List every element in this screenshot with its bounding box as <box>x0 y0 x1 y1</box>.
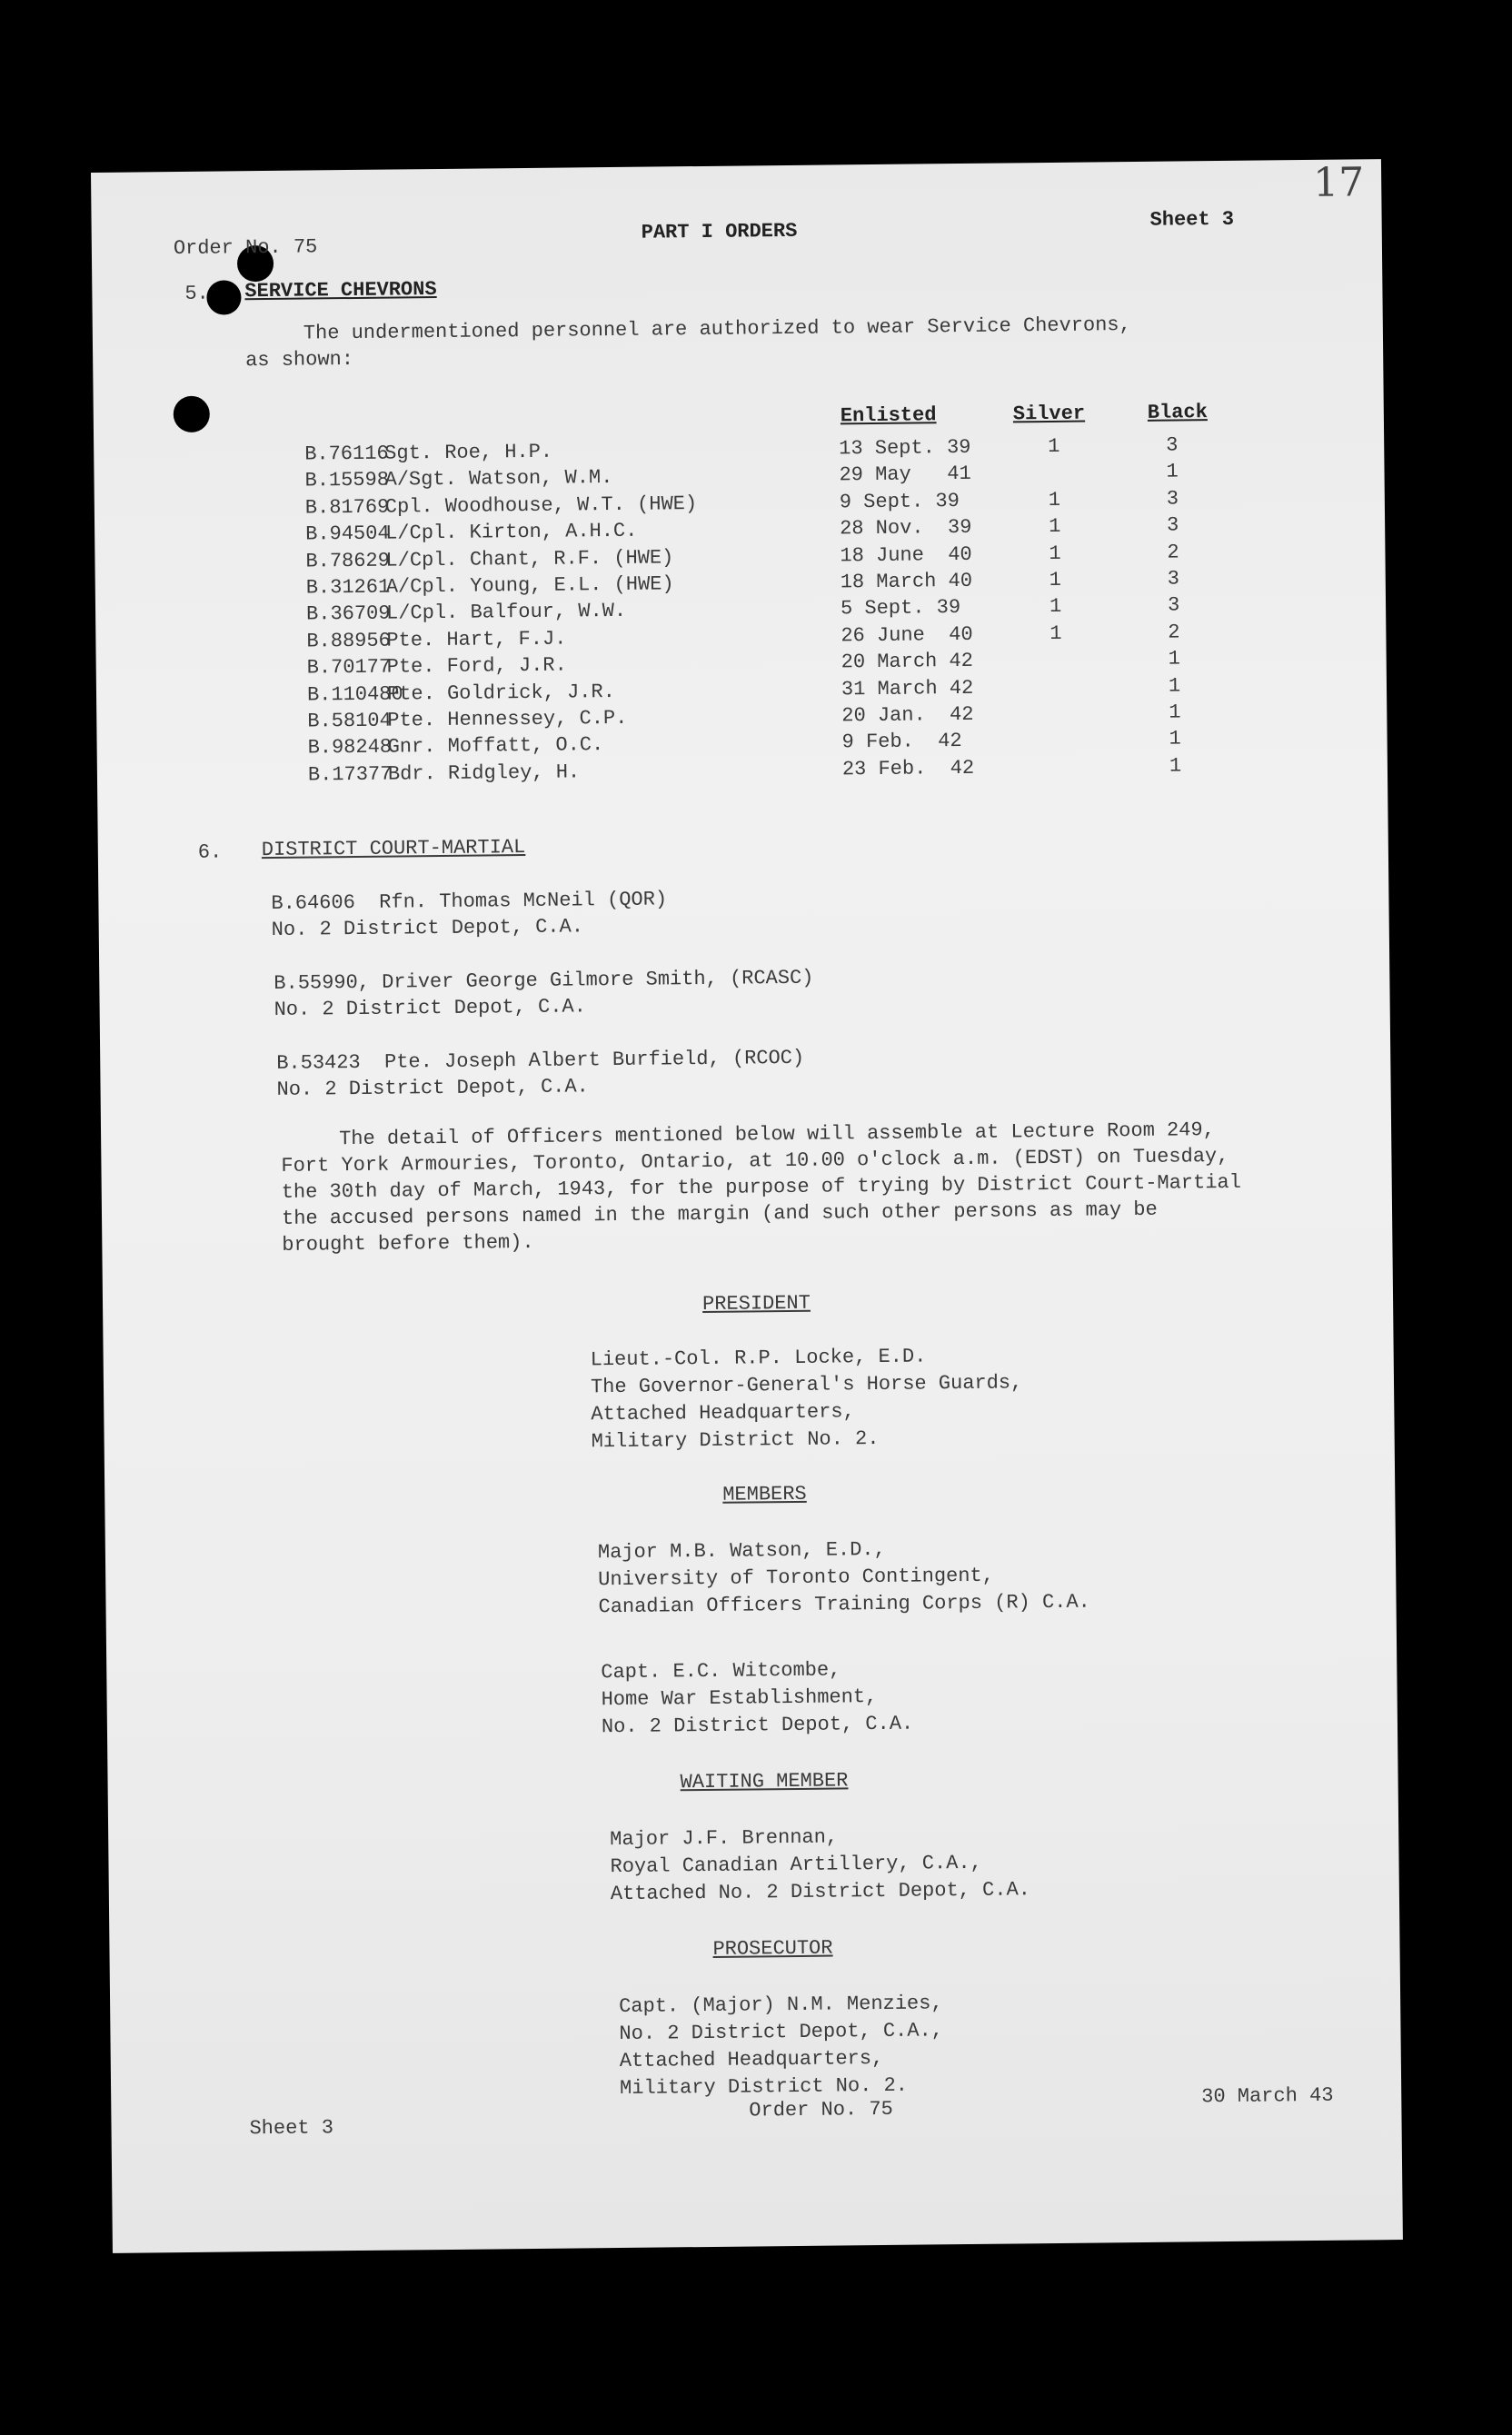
member-2-line: Capt. E.C. Witcombe, <box>601 1658 841 1685</box>
corner-mark: 17 <box>1312 159 1365 206</box>
service-number: B.88956 <box>306 629 391 653</box>
section-5-heading: SERVICE CHEVRONS <box>244 278 437 303</box>
prosecutor-line: Capt. (Major) N.M. Menzies, <box>619 1992 943 2019</box>
section-6-number: 6. <box>197 840 223 864</box>
member-2-line: No. 2 District Depot, C.A. <box>601 1712 914 1739</box>
enlisted-cell: 26 June 40 <box>841 622 973 648</box>
service-number: B.15598 <box>304 468 390 492</box>
president-line: Lieut.-Col. R.P. Locke, E.D. <box>590 1345 927 1372</box>
president-line: The Governor-General's Horse Guards, <box>590 1371 1023 1399</box>
service-number: B.94504 <box>305 522 390 546</box>
enlisted-cell: 31 March 42 <box>841 676 974 701</box>
silver-cell: 1 <box>1048 434 1060 458</box>
service-number: B.81769 <box>304 495 390 520</box>
member-1-line: Major M.B. Watson, E.D., <box>597 1537 886 1565</box>
member-1-line: Canadian Officers Training Corps (R) C.A. <box>598 1590 1090 1619</box>
footer-date: 30 March 43 <box>1201 2083 1334 2109</box>
ink-blot <box>206 280 241 314</box>
silver-cell: 1 <box>1049 595 1062 619</box>
footer-order: Order No. 75 <box>749 2097 893 2122</box>
name-cell: Pte. Ford, J.R. <box>386 653 567 679</box>
president-line: Military District No. 2. <box>591 1426 880 1454</box>
enlisted-cell: 28 Nov. 39 <box>840 516 972 541</box>
name-cell: Sgt. Roe, H.P. <box>384 440 553 465</box>
service-number: B.76116 <box>304 442 389 466</box>
accused-3-unit: No. 2 District Depot, C.A. <box>276 1075 589 1101</box>
name-cell: L/Cpl. Chant, R.F. (HWE) <box>385 545 674 572</box>
black-cell: 3 <box>1167 513 1179 537</box>
black-cell: 2 <box>1168 621 1180 644</box>
enlisted-cell: 18 June 40 <box>840 542 972 567</box>
member-2-line: Home War Establishment, <box>601 1685 878 1712</box>
name-cell: Bdr. Ridgley, H. <box>387 760 581 786</box>
name-cell: L/Cpl. Balfour, W.W. <box>385 600 627 626</box>
name-cell: A/Sgt. Watson, W.M. <box>384 466 613 492</box>
enlisted-cell: 5 Sept. 39 <box>840 596 961 621</box>
president-heading: PRESIDENT <box>701 1291 811 1317</box>
assembly-paragraph: the 30th day of March, 1943, for the purpose of trying by District Court-Martial <box>281 1170 1242 1204</box>
prosecutor-line: No. 2 District Depot, C.A., <box>619 2019 944 2046</box>
section-6-heading: DISTRICT COURT-MARTIAL <box>261 836 526 862</box>
prosecutor-heading: PROSECUTOR <box>712 1936 833 1961</box>
order-number: Order No. 75 <box>173 235 318 261</box>
name-cell: Cpl. Woodhouse, W.T. (HWE) <box>384 492 698 519</box>
waiting-member-line: Royal Canadian Artillery, C.A., <box>610 1851 982 1879</box>
black-cell: 3 <box>1166 433 1179 457</box>
column-enlisted: Enlisted <box>840 403 937 428</box>
section-5-intro: The undermentioned personnel are authorized to wear Service Chevrons, <box>303 313 1131 345</box>
section-5-number: 5. <box>184 282 209 305</box>
enlisted-cell: 20 March 42 <box>841 650 974 674</box>
black-cell: 1 <box>1169 754 1182 778</box>
document-page <box>91 159 1403 2253</box>
service-number: B.98248 <box>307 735 393 760</box>
enlisted-cell: 29 May 41 <box>839 462 971 487</box>
president-line: Attached Headquarters, <box>591 1400 855 1426</box>
assembly-paragraph: the accused persons named in the margin (and such other persons as may be <box>281 1198 1158 1230</box>
footer-sheet: Sheet 3 <box>249 2116 334 2141</box>
section-5-intro: as shown: <box>245 347 354 373</box>
silver-cell: 1 <box>1049 542 1061 565</box>
service-number: B.17377 <box>307 762 393 787</box>
name-cell: Pte. Hennessey, C.P. <box>387 706 628 732</box>
enlisted-cell: 9 Sept. 39 <box>839 489 960 514</box>
service-number: B.31261 <box>305 575 391 600</box>
silver-cell: 1 <box>1048 488 1061 512</box>
prosecutor-line: Attached Headquarters, <box>619 2046 884 2073</box>
member-1-line: University of Toronto Contingent, <box>598 1564 995 1592</box>
black-cell: 1 <box>1168 674 1181 698</box>
assembly-paragraph: Fort York Armouries, Toronto, Ontario, at 10.00 o'clock a.m. (EDST) on Tuesday, <box>281 1144 1229 1178</box>
accused-2-unit: No. 2 District Depot, C.A. <box>274 995 587 1021</box>
name-cell: Gnr. Moffatt, O.C. <box>387 733 604 760</box>
enlisted-cell: 20 Jan. 42 <box>841 702 974 728</box>
black-cell: 3 <box>1167 593 1180 618</box>
black-cell: 3 <box>1167 567 1180 591</box>
black-cell: 1 <box>1169 701 1181 724</box>
black-cell: 1 <box>1169 727 1181 750</box>
waiting-member-line: Attached No. 2 District Depot, C.A. <box>610 1878 1031 1906</box>
accused-2: B.55990, Driver George Gilmore Smith, (RCASC) <box>274 966 814 995</box>
service-number: B.78629 <box>305 549 391 573</box>
service-number: B.70177 <box>306 655 392 680</box>
enlisted-cell: 23 Feb. 42 <box>841 756 975 781</box>
black-cell: 1 <box>1166 460 1179 484</box>
black-cell: 2 <box>1167 541 1179 564</box>
name-cell: Pte. Goldrick, J.R. <box>386 680 615 706</box>
enlisted-cell: 9 Feb. 42 <box>841 730 962 754</box>
black-cell: 3 <box>1166 487 1179 511</box>
service-number: B.110480 <box>306 682 403 707</box>
enlisted-cell: 18 March 40 <box>840 569 973 594</box>
page-title: PART I ORDERS <box>641 219 798 244</box>
accused-3: B.53423 Pte. Joseph Albert Burfield, (RCOC) <box>276 1046 805 1075</box>
column-silver: Silver <box>1012 402 1086 426</box>
silver-cell: 1 <box>1049 621 1062 645</box>
silver-cell: 1 <box>1049 515 1061 539</box>
black-cell: 1 <box>1168 647 1181 671</box>
service-number: B.36709 <box>305 601 391 626</box>
assembly-paragraph: brought before them). <box>282 1230 534 1257</box>
sheet-number: Sheet 3 <box>1149 207 1235 232</box>
prosecutor-line: Military District No. 2. <box>619 2073 909 2101</box>
accused-1: B.64606 Rfn. Thomas McNeil (QOR) <box>271 888 668 915</box>
enlisted-cell: 13 Sept. 39 <box>839 435 971 461</box>
name-cell: A/Cpl. Young, E.L. (HWE) <box>385 572 674 599</box>
name-cell: Pte. Hart, F.J. <box>386 627 567 652</box>
column-black: Black <box>1147 401 1208 424</box>
silver-cell: 1 <box>1049 568 1062 591</box>
name-cell: L/Cpl. Kirton, A.H.C. <box>385 519 638 545</box>
members-heading: MEMBERS <box>722 1482 807 1506</box>
waiting-member-line: Major J.F. Brennan, <box>610 1825 839 1852</box>
ink-blot <box>174 396 210 432</box>
waiting-member-heading: WAITING MEMBER <box>680 1769 849 1794</box>
service-number: B.58104 <box>307 709 392 733</box>
assembly-paragraph: The detail of Officers mentioned below will assemble at Lecture Room 249, <box>339 1118 1215 1151</box>
accused-1-unit: No. 2 District Depot, C.A. <box>271 915 584 941</box>
